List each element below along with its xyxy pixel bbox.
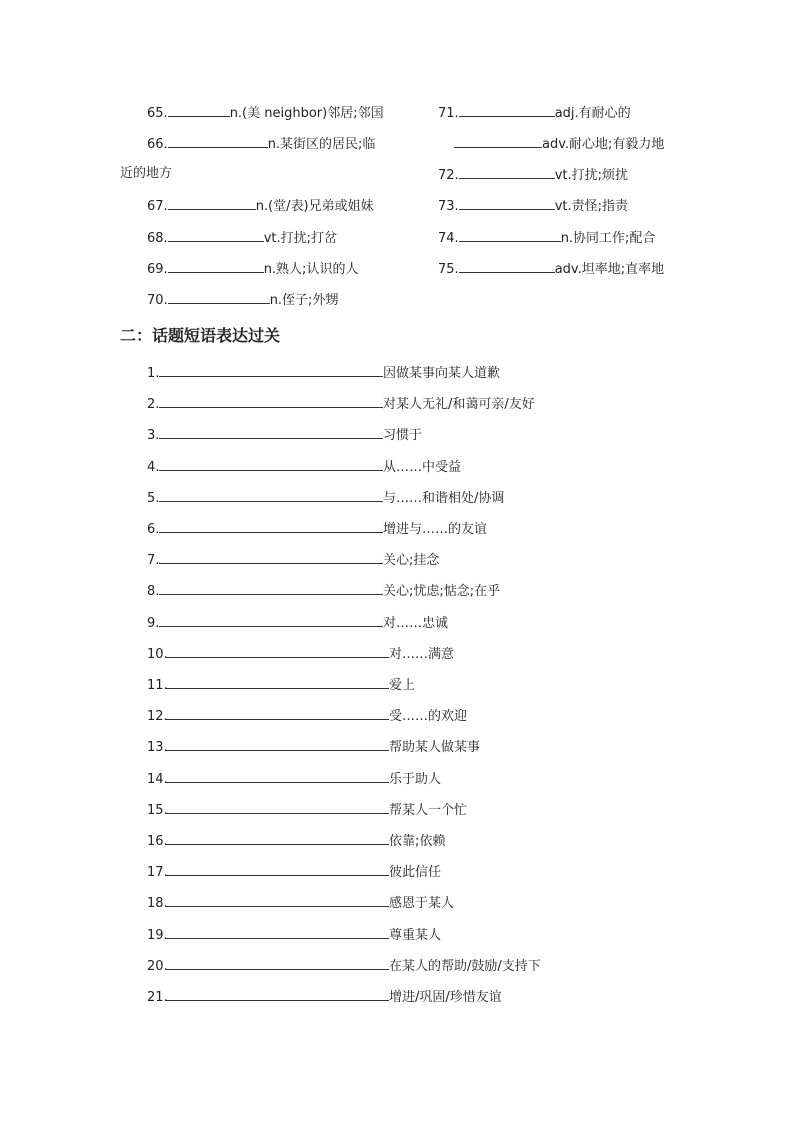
item-number: 69. [147,262,168,277]
item-number: 68. [147,231,168,246]
item-definition: vt.打扰;烦扰 [554,168,628,183]
phrase-item [147,645,454,663]
answer-blank[interactable] [159,489,383,502]
item-number: 9. [147,615,160,631]
item-number: 14. [147,771,168,787]
vocab-item [147,260,358,278]
item-definition: 帮某人一个忙 [389,802,468,818]
answer-blank[interactable] [159,551,383,564]
item-definition: 尊重某人 [389,927,442,943]
item-definition: adv.耐心地;有毅力地 [542,137,665,152]
vocab-item [147,197,374,215]
item-number: 66. [147,137,168,152]
phrase-item [147,801,467,819]
item-definition: 爱上 [389,678,416,693]
answer-blank[interactable] [165,770,389,783]
phrase-item [147,520,487,538]
item-definition: adj.有耐心的 [554,106,631,121]
vocab-item [438,229,655,247]
item-definition: n.侄子;外甥 [269,293,339,308]
item-number: 21. [147,990,168,1005]
vocab-item [454,135,664,153]
item-definition: 近的地方 [120,166,173,181]
phrase-item [147,458,461,476]
phrase-item [147,832,445,850]
phrase-item [147,582,500,600]
phrase-item [147,926,441,944]
vocab-item [438,104,631,122]
item-number: 13. [147,740,168,756]
item-definition: 与……和谐相处/协调 [383,490,505,506]
item-number: 74. [438,231,459,246]
item-definition: n.(堂/表)兄弟或姐妹 [255,199,374,214]
vocab-item [438,197,628,215]
answer-blank[interactable] [454,135,542,148]
item-definition: 帮助某人做某事 [389,740,481,756]
item-definition: 关心;挂念 [383,553,440,569]
section-heading: 二：话题短语表达过关 [120,326,281,345]
item-number: 72. [438,168,459,183]
phrase-item [147,395,535,413]
phrase-item [147,988,502,1006]
item-number: 19. [147,927,168,943]
answer-blank[interactable] [459,166,555,179]
phrase-item [147,957,541,975]
vocab-item [147,229,337,247]
item-definition: 增进/巩固/珍惜友谊 [389,990,502,1005]
item-definition: 增进与……的友谊 [383,522,488,537]
answer-blank[interactable] [168,260,264,273]
phrase-item [147,489,504,507]
vocab-item [438,166,628,184]
item-number: 71. [438,106,459,121]
item-definition: 受……的欢迎 [389,709,468,725]
item-definition: vt.责怪;指责 [554,199,628,214]
answer-blank[interactable] [459,260,555,273]
phrase-item [147,614,448,632]
answer-blank[interactable] [159,364,383,377]
item-number: 18. [147,896,168,912]
answer-blank[interactable] [165,801,389,814]
answer-blank[interactable] [165,863,389,876]
answer-blank[interactable] [159,458,383,471]
answer-blank[interactable] [165,832,389,845]
answer-blank[interactable] [168,135,268,148]
phrase-item [147,676,415,694]
vocab-item [147,135,375,153]
item-definition: 对……忠诚 [383,615,449,631]
item-number: 3. [147,428,160,444]
answer-blank[interactable] [165,707,389,720]
item-definition: 从……中受益 [383,459,462,475]
item-number: 20. [147,958,168,974]
vocab-item-continuation [120,166,172,182]
item-definition: 对某人无礼/和蔼可亲/友好 [383,397,535,413]
item-definition: 乐于助人 [389,771,442,787]
phrase-item [147,863,441,881]
phrase-item [147,551,439,569]
item-number: 16. [147,834,168,849]
answer-blank[interactable] [168,229,264,242]
answer-blank[interactable] [168,197,256,210]
item-definition: 彼此信任 [389,865,442,881]
item-definition: 对……满意 [389,646,455,662]
item-definition: 因做某事向某人道歉 [383,366,501,381]
phrase-item [147,770,441,788]
item-definition: adv.坦率地;直率地 [554,262,665,277]
answer-blank[interactable] [159,614,383,627]
item-number: 8. [147,584,160,600]
answer-blank[interactable] [165,894,389,907]
phrase-item [147,738,480,756]
item-number: 7. [147,553,160,569]
item-number: 17. [147,865,168,881]
item-number: 1. [147,366,160,381]
answer-blank[interactable] [459,197,555,210]
item-number: 6. [147,522,160,537]
item-number: 15. [147,802,168,818]
answer-blank[interactable] [165,926,389,939]
answer-blank[interactable] [168,104,230,117]
item-definition: vt.打扰;打岔 [263,231,337,246]
answer-blank[interactable] [159,582,383,595]
item-number: 11. [147,678,168,693]
item-number: 75. [438,262,459,277]
vocab-item [438,260,664,278]
phrase-item [147,707,467,725]
phrase-item [147,894,454,912]
answer-blank[interactable] [159,426,383,439]
item-number: 2. [147,397,160,413]
vocab-item [147,104,384,122]
item-definition: n.协同工作;配合 [560,231,656,246]
item-definition: 关心;忧虑;惦念;在乎 [383,584,501,600]
answer-blank[interactable] [165,957,389,970]
answer-blank[interactable] [165,645,389,658]
answer-blank[interactable] [459,104,555,117]
answer-blank[interactable] [459,229,561,242]
item-definition: 习惯于 [383,428,423,444]
item-number: 67. [147,199,168,214]
item-definition: n.某街区的居民;临 [267,137,376,152]
item-number: 10. [147,646,168,662]
answer-blank[interactable] [165,738,389,751]
phrase-item [147,364,500,382]
item-definition: 在某人的帮助/鼓励/支持下 [389,958,541,974]
answer-blank[interactable] [159,520,383,533]
answer-blank[interactable] [165,988,389,1001]
answer-blank[interactable] [165,676,389,689]
phrase-item [147,426,422,444]
vocab-item [147,291,338,309]
item-number: 70. [147,293,168,308]
answer-blank[interactable] [168,291,270,304]
answer-blank[interactable] [159,395,383,408]
item-number: 73. [438,199,459,214]
item-definition: 感恩于某人 [389,896,455,912]
item-number: 65. [147,106,168,121]
item-number: 5. [147,490,160,506]
item-number: 4. [147,459,160,475]
item-definition: n.(美 neighbor)邻居;邻国 [229,106,384,121]
item-number: 12. [147,709,168,725]
item-definition: n.熟人;认识的人 [263,262,359,277]
item-definition: 依靠;依赖 [389,834,446,849]
